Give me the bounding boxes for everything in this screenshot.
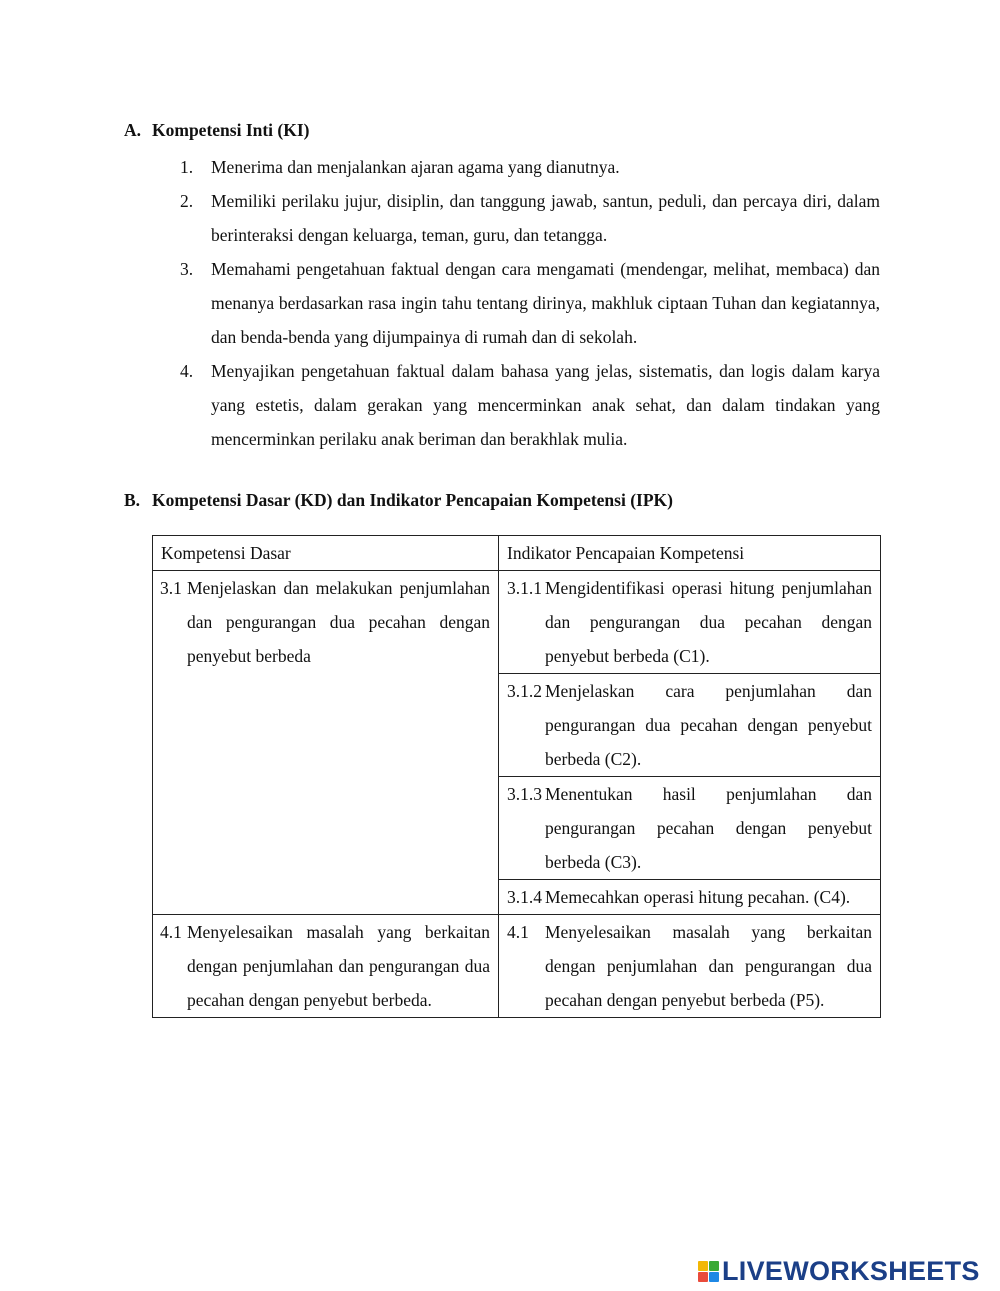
ipk-entry <box>507 674 872 776</box>
logo-square <box>709 1272 719 1282</box>
ipk-entry <box>507 777 872 879</box>
section-a-title: Kompetensi Inti (KI) <box>152 120 310 140</box>
kd-cell <box>153 571 499 915</box>
header-kompetensi-dasar: Kompetensi Dasar <box>153 536 499 571</box>
kd-code: 3.1 <box>160 578 182 598</box>
section-b-heading <box>124 490 673 511</box>
ipk-code: 3.1.1 <box>507 578 542 598</box>
ipk-cell <box>499 777 881 880</box>
ipk-code: 3.1.4 <box>507 887 542 907</box>
logo-square <box>709 1261 719 1271</box>
ipk-cell <box>499 915 881 1018</box>
list-number: 4. <box>180 361 194 381</box>
kd-code: 4.1 <box>160 922 182 942</box>
section-b-letter: B. <box>124 490 141 510</box>
list-text: Menyajikan pengetahuan faktual dalam bahasa yang jelas, sistematis, dan logis dalam karya yang estetis, dalam gerakan yang mencerminkan anak sehat, dan dalam tindakan yang mencerminkan perilaku anak beriman dan berakhlak mulia. <box>211 361 880 449</box>
ki-list <box>180 150 880 456</box>
liveworksheets-logo-icon <box>698 1261 719 1282</box>
ipk-entry <box>507 915 872 1017</box>
ipk-cell <box>499 880 881 915</box>
table-row <box>153 571 881 674</box>
ipk-cell <box>499 674 881 777</box>
table-row <box>153 915 881 1018</box>
ipk-code: 3.1.3 <box>507 784 542 804</box>
ipk-text: Menjelaskan cara penjumlahan dan pengurangan dua pecahan dengan penyebut berbeda (C2). <box>545 681 872 769</box>
logo-square <box>698 1272 708 1282</box>
ipk-cell <box>499 571 881 674</box>
section-a-letter: A. <box>124 120 142 140</box>
list-item <box>180 184 880 252</box>
section-a-heading <box>124 120 310 141</box>
list-number: 2. <box>180 191 194 211</box>
logo-square <box>698 1261 708 1271</box>
header-indikator: Indikator Pencapaian Kompetensi <box>499 536 881 571</box>
ipk-text: Menyelesaikan masalah yang berkaitan dengan penjumlahan dan pengurangan dua pecahan dengan penyebut berbeda (P5). <box>545 922 872 1010</box>
table-header-row <box>153 536 881 571</box>
kd-text: Menyelesaikan masalah yang berkaitan dengan penjumlahan dan pengurangan dua pecahan dengan penyebut berbeda. <box>187 922 490 1010</box>
kd-entry <box>160 571 490 673</box>
kd-entry <box>160 915 490 1017</box>
list-number: 1. <box>180 157 194 177</box>
list-text: Memahami pengetahuan faktual dengan cara mengamati (mendengar, melihat, membaca) dan menanya berdasarkan rasa ingin tahu tentang dirinya, makhluk ciptaan Tuhan dan kegiatannya, dan benda-benda yang dijumpainya di rumah dan di sekolah. <box>211 259 880 347</box>
list-item <box>180 354 880 456</box>
ipk-entry <box>507 571 872 673</box>
ipk-text: Menentukan hasil penjumlahan dan pengurangan pecahan dengan penyebut berbeda (C3). <box>545 784 872 872</box>
section-b-title: Kompetensi Dasar (KD) dan Indikator Pencapaian Kompetensi (IPK) <box>152 490 673 510</box>
ipk-text: Memecahkan operasi hitung pecahan. (C4). <box>545 887 851 907</box>
list-item <box>180 252 880 354</box>
list-number: 3. <box>180 259 194 279</box>
watermark-text: LIVEWORKSHEETS <box>722 1255 980 1286</box>
ipk-text: Mengidentifikasi operasi hitung penjumlahan dan pengurangan dua pecahan dengan penyebut berbeda (C1). <box>545 578 872 666</box>
list-text: Menerima dan menjalankan ajaran agama yang dianutnya. <box>211 157 620 177</box>
list-item <box>180 150 880 184</box>
liveworksheets-watermark[interactable] <box>698 1256 980 1286</box>
ipk-code: 3.1.2 <box>507 681 542 701</box>
list-text: Memiliki perilaku jujur, disiplin, dan tanggung jawab, santun, peduli, dan percaya diri, dalam berinteraksi dengan keluarga, teman, guru, dan tetangga. <box>211 191 880 245</box>
kd-cell <box>153 915 499 1018</box>
kd-text: Menjelaskan dan melakukan penjumlahan dan pengurangan dua pecahan dengan penyebut berbeda <box>187 578 490 666</box>
ipk-entry <box>507 880 872 914</box>
ipk-code: 4.1 <box>507 922 529 942</box>
kd-ipk-table <box>152 535 881 1018</box>
